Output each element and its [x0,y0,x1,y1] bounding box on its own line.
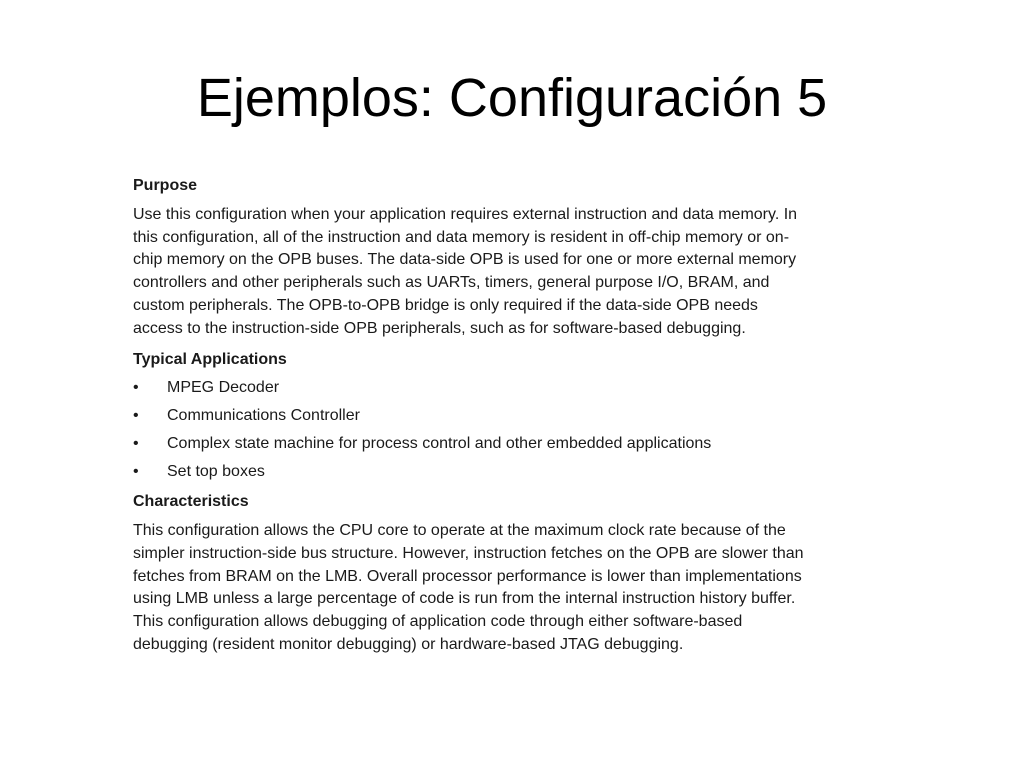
bullet-icon: • [133,407,139,425]
list-item [133,462,923,482]
list-item-text: Communications Controller [167,407,360,425]
slide-title: Ejemplos: Configuración 5 [196,68,828,128]
list-item-text: MPEG Decoder [167,379,280,397]
purpose-section [133,176,923,340]
characteristics-paragraph: This configuration allows the CPU core to operate at the maximum clock rate because of the simpler instruction-side bus structure. However, instruction fetches on the OPB are slower than fetches from BRAM on the LMB. Overall processor performance is lower than implementations using LMB unless a large percentage of code is run from the internal instruction history buffer. This configuration allows debugging of application code through either software-based debugging (resident monitor debugging) or hardware-based JTAG debugging. [133,522,804,653]
purpose-paragraph: Use this configuration when your application requires external instruction and data memory. In this configuration, all of the instruction and data memory is resident in off-chip memory or on- chip memory on the OPB buses. The data-side OPB is used for one or more external memory controllers and other peripherals such as UARTs, timers, general purpose I/O, BRAM, and custom peripherals. The OPB-to-OPB bridge is only required if the data-side OPB needs access to the instruction-side OPB peripherals, such as for software-based debugging. [133,206,798,337]
slide-content [133,176,923,666]
list-item-text: Complex state machine for process control and other embedded applications [167,435,712,453]
list-item-text: Set top boxes [167,463,265,481]
typical-applications-list [133,378,923,482]
bullet-icon: • [133,435,139,453]
typical-applications-heading: Typical Applications [133,351,287,369]
list-item [133,434,923,454]
bullet-icon: • [133,463,139,481]
bullet-icon: • [133,379,139,397]
list-item [133,378,923,398]
characteristics-section [133,492,923,656]
typical-applications-section [133,350,923,482]
characteristics-heading: Characteristics [133,493,249,511]
list-item [133,406,923,426]
purpose-heading: Purpose [133,177,198,194]
